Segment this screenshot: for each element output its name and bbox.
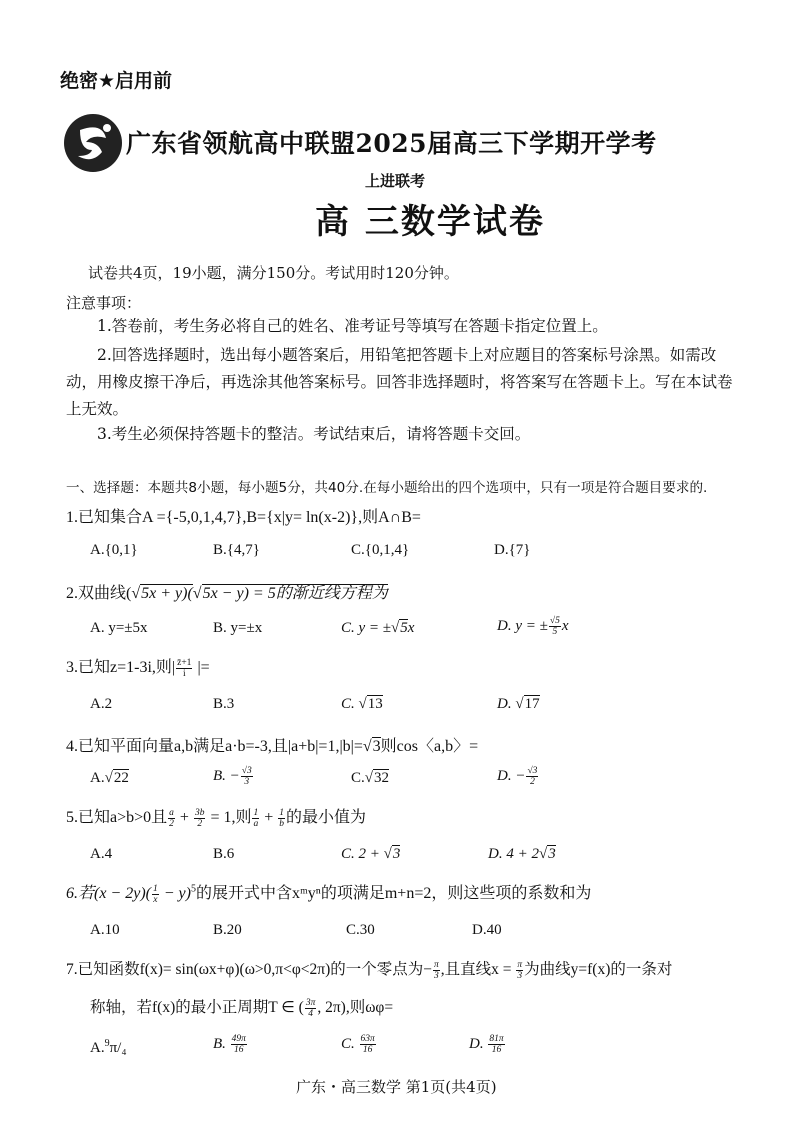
q4-option-a: A.√22 [90, 770, 129, 786]
q6-option-a: A.10 [90, 922, 120, 938]
section-heading: 一、选择题：本题共8小题，每小题5分，共40分.在每小题给出的四个选项中，只有一项是符合题目要求的. [66, 480, 708, 496]
q6-option-c: C.30 [346, 922, 375, 938]
q3-option-a: A.2 [90, 696, 113, 712]
q1-option-c: C.{0,1,4} [351, 542, 410, 558]
q6-option-d: D.40 [472, 922, 502, 938]
q6-option-b: B.20 [213, 922, 242, 938]
q4-option-c: C.√32 [351, 770, 389, 786]
alliance-logo-icon [62, 112, 124, 174]
q4-option-d: D. − $\frac{√3}{2}$ [497, 766, 538, 787]
q5-option-b: B.6 [213, 846, 235, 862]
q5-option-d: D. 4 + 2√3 [488, 846, 556, 862]
q2-option-b: B. y=±x [213, 620, 263, 636]
q2-option-c: C. y = ±√5x [341, 620, 415, 636]
q3-option-c: C. √13 [341, 696, 383, 712]
q7-option-d: D. $\frac{81\pi}{16}$ [469, 1034, 504, 1055]
question-6-stem: 6.若(x − 2y)( $\frac{1}{x}$ − y)$^5$的展开式中含xᵐyⁿ的项满足m+n=2，则这些项的系数和为 [66, 883, 592, 905]
sub-title: 上进联考 [365, 172, 426, 190]
note-item: 3.考生必须保持答题卡的整洁。考试结束后，请将答题卡交回。 [97, 425, 531, 443]
q1-option-b: B.{4,7} [213, 542, 260, 558]
question-3-stem: 3.已知z=1-3i,则| $\frac{z̄+1}{i}$ |= [66, 657, 210, 679]
question-1-stem: 1.已知集合A ={-5,0,1,4,7},B={x|y= ln(x-2)},则A∩B= [66, 509, 421, 526]
q1-option-a: A.{0,1} [90, 542, 138, 558]
question-5-stem: 5.已知a>b>0且 $\frac{a}{2}$ + $\frac{3b}{2}$ = 1,则 $\frac{1}{a}$ + $\frac{1}{b}$ 的最小值为 [66, 807, 367, 829]
q3-option-b: B.3 [213, 696, 235, 712]
question-7-stem-line1: 7.已知函数f(x)= sin(ωx+φ)(ω>0,π<φ<2π)的一个零点为− $\frac{\pi}{3}$ ,且直线x = $\frac{\pi}{3}$ 为曲线y=f(x)的一条对 [66, 959, 673, 981]
note-item: 1.答卷前，考生务必将自己的姓名、准考证号等填写在答题卡指定位置上。 [97, 317, 608, 335]
note-item: 2.回答选择题时，选出每小题答案后，用铅笔把答题卡上对应题目的答案标号涂黑。如需改动，用橡皮擦干净后，再选涂其他答案标号。回答非选择题时，将答案写在答题卡上。写在本试卷上无效。 [66, 346, 733, 418]
question-7-stem-line2: 称轴，若f(x)的最小正周期T ∈ ( $\frac{3\pi}{4}$ , 2π),则ωφ= [90, 997, 394, 1019]
paper-title: 高 三数学试卷 [315, 202, 545, 242]
q5-option-c: C. 2 + √3 [341, 846, 401, 862]
q3-option-d: D. √17 [497, 696, 540, 712]
exam-title: 广东省领航高中联盟2025届高三下学期开学考 [126, 129, 657, 158]
q7-option-a: A.$^9$π/₄ [90, 1038, 127, 1056]
notes-heading: 注意事项： [66, 294, 142, 312]
q7-option-c: C. $\frac{63\pi}{16}$ [341, 1034, 375, 1055]
q2-option-a: A. y=±5x [90, 620, 148, 636]
q1-option-d: D.{7} [494, 542, 531, 558]
question-4-stem: 4.已知平面向量a,b满足a·b=-3,且|a+b|=1,|b|=√3则cos〈a,b〉= [66, 738, 479, 755]
q4-option-b: B. − $\frac{√3}{3}$ [213, 766, 252, 787]
confidential-label: 绝密★启用前 [60, 70, 173, 92]
q2-option-d: D. y = ± $\frac{√5}{5}$ x [497, 616, 569, 637]
question-2-stem: 2.双曲线(√5x + y)(√5x − y) = 5的渐近线方程为 [66, 585, 388, 602]
exam-info: 试卷共4页，19小题，满分150分。考试用时120分钟。 [88, 264, 459, 282]
q5-option-a: A.4 [90, 846, 113, 862]
q7-option-b: B. $\frac{49\pi}{16}$ [213, 1034, 246, 1055]
page-footer: 广东・高三数学 第1页(共4页) [296, 1078, 497, 1096]
